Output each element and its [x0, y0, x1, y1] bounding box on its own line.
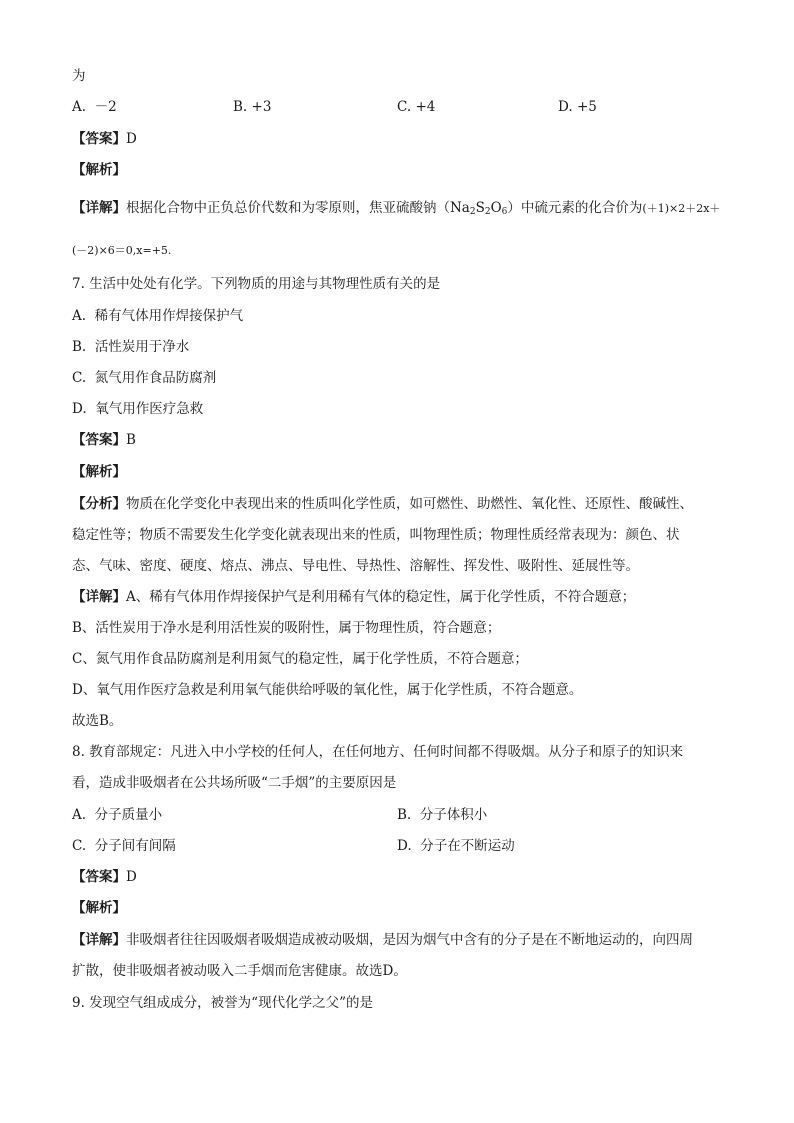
q7-analysis-label: 【解析】: [72, 464, 126, 480]
q8-option-c: C. 分子间有间隔: [72, 838, 176, 854]
q8-detail-line-1: 【详解】非吸烟者往往因吸烟者吸烟造成被动吸烟，是因为烟气中含有的分子是在不断地运动的，向四周: [72, 932, 693, 948]
q7-answer: 【答案】B: [72, 432, 136, 448]
q7-detail-line-1: 【详解】A、稀有气体用作焊接保护气是利用稀有气体的稳定性，属于化学性质，不符合题意；: [72, 589, 636, 605]
q6-answer: 【答案】D: [72, 131, 137, 147]
q7-conclusion: 故选B。: [72, 713, 123, 729]
q8-analysis-label: 【解析】: [72, 900, 126, 916]
q8-answer: 【答案】D: [72, 869, 137, 885]
q7-fenxi-line-3: 态、气味、密度、硬度、熔点、沸点、导电性、导热性、溶解性、挥发性、吸附性、延展性等。: [72, 558, 639, 574]
q8-stem-line-1: 8. 教育部规定：凡进入中小学校的任何人，在任何地方、任何时间都不得吸烟。从分子和原子的知识来: [72, 744, 684, 760]
q7-detail-line-2: B、活性炭用于净水是利用活性炭的吸附性，属于物理性质，符合题意；: [72, 620, 501, 636]
q6-option-b: B. +3: [233, 99, 272, 115]
q6-analysis-label: 【解析】: [72, 162, 126, 178]
q9-stem: 9. 发现空气组成成分，被誉为“现代化学之父”的是: [72, 995, 373, 1011]
q6-option-a: A. －2: [72, 99, 117, 115]
q8-option-d: D. 分子在不断运动: [397, 838, 515, 854]
q7-option-b: B. 活性炭用于净水: [72, 339, 190, 355]
q8-detail-line-2: 扩散，使非吸烟者被动吸入二手烟而危害健康。故选D。: [72, 963, 407, 979]
q6-option-c: C. +4: [397, 99, 436, 115]
q6-detail: 【详解】根据化合物中正负总价代数和为零原则，焦亚硫酸钠$(Na_2S_2O_6)$中硫元素的化合价为(＋1)×2＋2x＋: [72, 200, 721, 217]
q8-option-a: A. 分子质量小: [72, 807, 163, 823]
q7-fenxi-line-1: 【分析】物质在化学变化中表现出来的性质叫化学性质，如可燃性、助燃性、氧化性、还原性、酸碱性、: [72, 496, 693, 512]
q7-option-a: A. 稀有气体用作焊接保护气: [72, 308, 244, 324]
q6-option-d: D. +5: [558, 99, 597, 115]
q7-stem: 7. 生活中处处有化学。下列物质的用途与其物理性质有关的是: [72, 276, 441, 292]
q7-option-c: C. 氮气用作食品防腐剂: [72, 370, 217, 386]
q6-detail-equation: (－2)×6＝0,x=+5.: [72, 244, 172, 257]
q7-fenxi-line-2: 稳定性等；物质不需要发生化学变化就表现出来的性质，叫物理性质；物理性质经常表现为：颜色、状: [72, 527, 680, 543]
q7-detail-line-3: C、氮气用作食品防腐剂是利用氮气的稳定性，属于化学性质，不符合题意；: [72, 651, 528, 667]
q6-stem-tail: 为: [72, 68, 86, 84]
q7-detail-line-4: D、氧气用作医疗急救是利用氧气能供给呼吸的氧化性，属于化学性质，不符合题意。: [72, 682, 583, 698]
q7-option-d: D. 氧气用作医疗急救: [72, 401, 204, 417]
q8-stem-line-2: 看，造成非吸烟者在公共场所吸“二手烟”的主要原因是: [72, 775, 397, 791]
q8-option-b: B. 分子体积小: [397, 807, 488, 823]
